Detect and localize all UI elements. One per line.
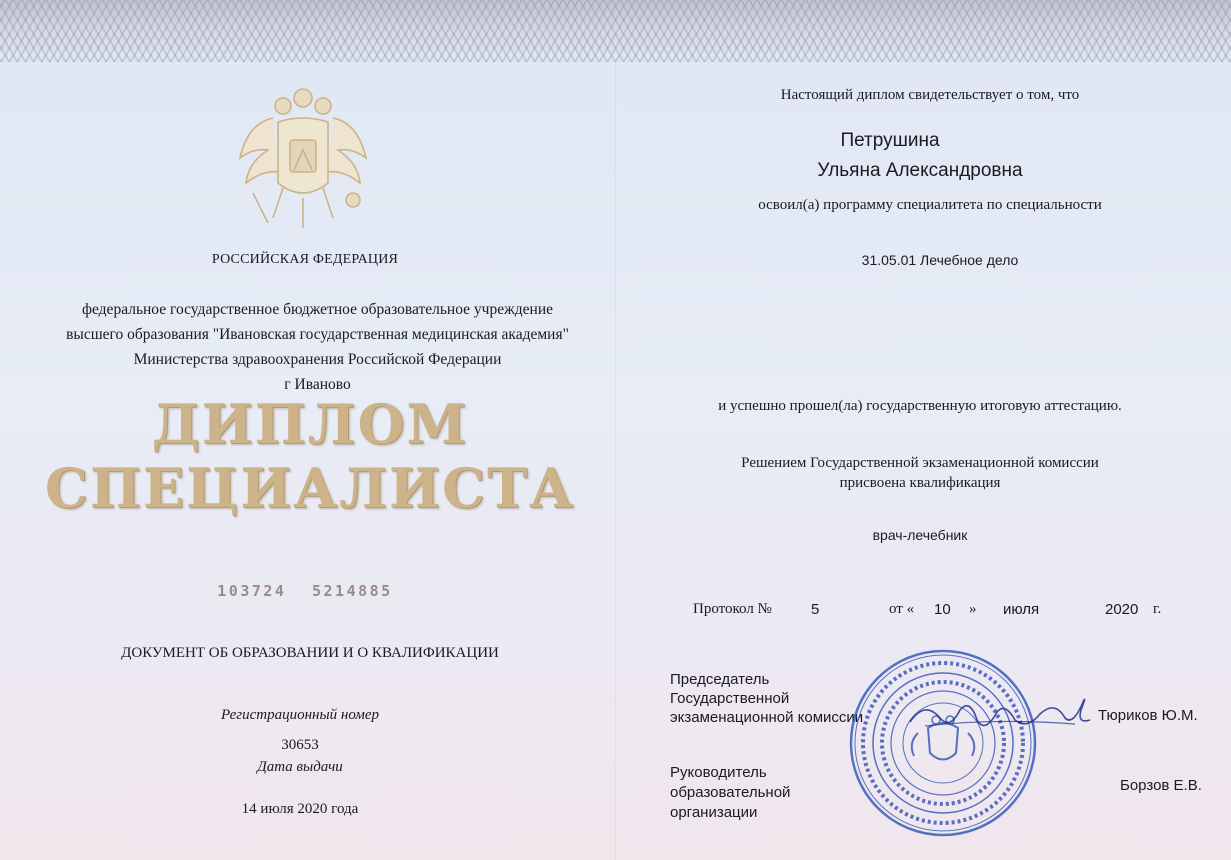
holder-given-names: Ульяна Александровна	[817, 160, 1023, 181]
chair-name: Тюриков Ю.М.	[1098, 707, 1198, 724]
institution-city: г Иваново	[284, 376, 351, 393]
protocol-day: 10	[934, 601, 951, 618]
decision-line: Решением Государственной экзаменационной комиссии	[741, 455, 1099, 471]
protocol-line	[693, 601, 1173, 623]
issue-date-value: 14 июля 2020 года	[241, 801, 359, 817]
serial-part-2: 5214885	[312, 582, 393, 600]
official-seal-icon	[848, 648, 1038, 838]
title-line-2: СПЕЦИАЛИСТА	[44, 456, 576, 520]
country-heading: РОССИЙСКАЯ ФЕДЕРАЦИЯ	[211, 252, 399, 267]
chair-label	[670, 670, 870, 727]
holder-surname: Петрушина	[840, 130, 940, 151]
page-fold	[615, 60, 617, 860]
guilloche-border	[0, 0, 1231, 62]
protocol-number: 5	[811, 601, 820, 618]
decision-line: присвоена квалификация	[839, 475, 1001, 491]
institution-line: федеральное государственное бюджетное образовательное учреждение	[81, 301, 554, 318]
mastered-text: освоил(а) программу специалитета по специальности	[758, 197, 1102, 213]
attestation-text: и успешно прошел(ла) государственную итоговую аттестацию.	[718, 398, 1122, 414]
institution-block	[20, 297, 615, 397]
institution-line: Министерства здравоохранения Российской Федерации	[133, 351, 502, 368]
issue-date-label: Дата выдачи	[257, 759, 343, 775]
reg-number-label: Регистрационный номер	[220, 707, 379, 723]
chair-label-line: Государственной	[670, 690, 790, 707]
protocol-year: 2020	[1105, 601, 1139, 618]
head-label-line: организации	[670, 804, 758, 821]
serial-number	[160, 582, 450, 600]
serial-part-1: 103724	[217, 582, 287, 600]
intro-text: Настоящий диплом свидетельствует о том, что	[780, 87, 1080, 103]
protocol-from: от «	[889, 601, 915, 617]
document-type: ДОКУМЕНТ ОБ ОБРАЗОВАНИИ И О КВАЛИФИКАЦИИ	[121, 645, 499, 661]
protocol-close-quote: »	[969, 601, 977, 617]
protocol-month: июля	[1003, 601, 1040, 618]
reg-number-value: 30653	[281, 737, 319, 753]
head-label-line: Руководитель образовательной	[670, 764, 791, 801]
title-line-1: ДИПЛОМ	[151, 392, 469, 456]
head-name: Борзов Е.В.	[1120, 777, 1202, 794]
signature-icon	[905, 690, 1095, 740]
chair-label-line: Председатель	[670, 671, 770, 688]
chair-label-line: экзаменационной комиссии	[670, 709, 864, 726]
institution-line: высшего образования "Ивановская государственная медицинская академия"	[66, 326, 569, 343]
specialty: 31.05.01 Лечебное дело	[861, 252, 1019, 268]
protocol-year-suffix: г.	[1153, 601, 1162, 617]
commission-decision	[660, 453, 1180, 493]
protocol-label: Протокол №	[693, 601, 772, 617]
qualification: врач-лечебник	[872, 527, 968, 543]
coat-of-arms-icon	[228, 88, 378, 233]
diploma-title	[40, 392, 580, 520]
